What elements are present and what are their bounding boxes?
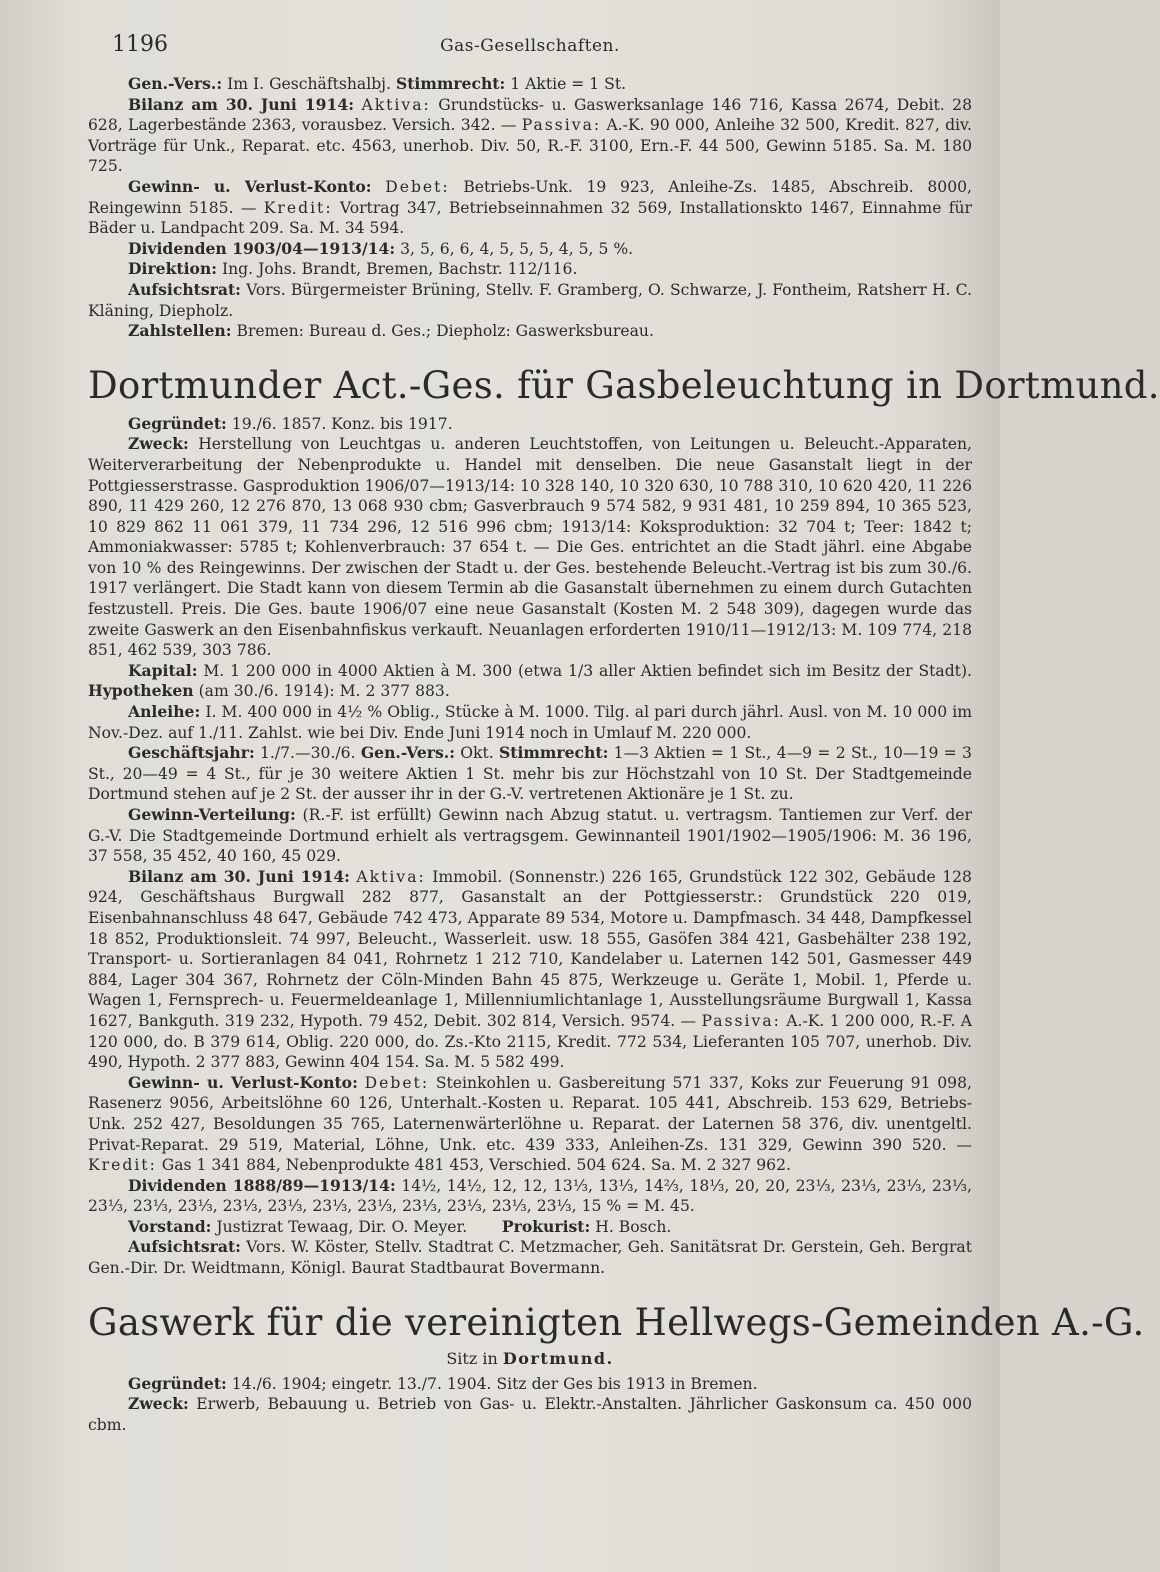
paragraph-zahlstellen bbox=[88, 321, 972, 342]
paragraph-dividenden bbox=[88, 239, 972, 260]
text-geschaeftsjahr: 1./7.—30./6. bbox=[260, 744, 356, 763]
label-prokurist: Prokurist: bbox=[501, 1216, 591, 1236]
text-anleihe: I. M. 400 000 in 4½ % Oblig., Stücke à M. 1000. Tilg. al pari durch jährl. Ausl. von M. 10 000 im Nov.-Dez. auf 1./11. Zahlst. wie bei Div. Ende Juni 1914 noch in Umlauf M. 220 000. bbox=[88, 703, 972, 742]
text-zweck: Herstellung von Leuchtgas u. anderen Leuchtstoffen, von Leitungen u. Beleucht.-Apparaten, Weiterverarbeitung der Nebenprodukte u. Handel mit denselben. Die neue Gasanstalt liegt in der Pottgiesserstrasse. Gasproduktion 1906/07—1913/14: 10 328 140, 10 320 630, 10 788 310, 10 620 420, 11 226 890, 11 429 260, 12 276 870, 13 068 930 cbm; Gasverbrauch 9 574 582, 9 931 481, 10 259 894, 10 365 523, 10 829 862 11 061 379, 11 734 296, 12 516 996 cbm; 1913/14: Koksproduktion: 32 704 t; Teer: 1842 t; Ammoniakwasser: 5785 t; Kohlenverbrauch: 37 654 t. — Die Ges. entrichtet an die Stadt jährl. eine Abgabe von 10 % des Reingewinns. Der zwischen der Stadt u. der Ges. bestehende Beleucht.-Vertrag ist bis zum 30./6. 1917 verlängert. Die Stadt kann von diesem Termin ab die Gasanstalt übernehmen zu einem durch Gutachten festzustell. Preis. Die Ges. baute 1906/07 eine neue Gasanstalt (Kosten M. 2 548 309), dagegen wurde das zweite Gaswerk an den Eisenbahnfiskus verkauft. Neuanlagen erforderten 1910/11—1912/13: M. 109 774, 218 851, 462 539, 303 786. bbox=[88, 435, 972, 660]
text-direktion: Ing. Johs. Brandt, Bremen, Bachstr. 112/116. bbox=[221, 260, 578, 279]
text-zweck-hellweg: Erwerb, Bebauung u. Betrieb von Gas- u. Elektr.-Anstalten. Jährlicher Gaskonsum ca. 450 000 cbm. bbox=[88, 1395, 972, 1434]
label-zahlstellen: Zahlstellen: bbox=[128, 321, 232, 341]
paragraph-geschaeftsjahr bbox=[88, 743, 972, 805]
text-aktiva: Grundstücks- u. Gaswerksanlage 146 716, Kassa 2674, Debit. 28 628, Lagerbestände 2363, vorausbez. Versich. 342. — bbox=[88, 95, 972, 135]
paragraph-anleihe bbox=[88, 702, 972, 743]
text-stimmrecht: 1 Aktie = 1 St. bbox=[510, 75, 627, 93]
entry-previous-company bbox=[88, 74, 972, 342]
paragraph-gewinn-verlust bbox=[88, 177, 972, 239]
running-title: Gas-Gesellschaften. bbox=[440, 36, 620, 56]
text-dividenden-dortmund: 14½, 14½, 12, 12, 13⅓, 13⅓, 14⅔, 18⅓, 20, 20, 23⅓, 23⅓, 23⅓, 23⅓, 23⅓, 23⅓, 23⅓, 23⅓, 23⅓, 23⅓, 23⅓, 23⅓, 23⅓, 23⅓, 23⅓, 15 % = M. 45. bbox=[88, 1176, 972, 1216]
text-kapital: M. 1 200 000 in 4000 Aktien à M. 300 (etwa 1/3 aller Aktien befindet sich im Besitz der Stadt). bbox=[203, 661, 972, 680]
paragraph-gewinn-verteilung bbox=[88, 805, 972, 867]
label-debet-dortmund: Debet: bbox=[364, 1073, 430, 1092]
label-kredit-dortmund: Kredit: bbox=[88, 1156, 157, 1175]
label-stimmrecht: Stimmrecht: bbox=[395, 74, 506, 93]
paragraph-aufsichtsrat-dortmund bbox=[88, 1237, 972, 1278]
company-title-hellweg: Gaswerk für die vereinigten Hellwegs-Gemeinden A.-G. bbox=[88, 1300, 1145, 1344]
paragraph-bilanz-dortmund bbox=[88, 867, 972, 1073]
paragraph-bilanz bbox=[88, 95, 972, 177]
label-zweck-hellweg: Zweck: bbox=[128, 1394, 189, 1414]
paragraph-dividenden-dortmund bbox=[88, 1176, 972, 1217]
text-gegruendet: 19./6. 1857. Konz. bis 1917. bbox=[231, 414, 453, 433]
company-title-dortmund: Dortmunder Act.-Ges. für Gasbeleuchtung in Dortmund. bbox=[88, 363, 1160, 407]
text-hypotheken: (am 30./6. 1914): M. 2 377 883. bbox=[198, 682, 450, 701]
label-hypotheken: Hypotheken bbox=[88, 681, 194, 701]
text-debet: Betriebs-Unk. 19 923, Anleihe-Zs. 1485, Abschreib. 8000, Reingewinn 5185. — bbox=[88, 177, 972, 217]
label-kredit: Kredit: bbox=[263, 198, 333, 217]
label-gen-vers-2: Gen.-Vers.: bbox=[360, 743, 455, 763]
company-seat bbox=[88, 1349, 972, 1368]
entry-dortmund bbox=[88, 414, 972, 1279]
label-gewinn-verlust: Gewinn- u. Verlust-Konto: bbox=[128, 176, 372, 196]
label-aufsichtsrat: Aufsichtsrat: bbox=[128, 279, 241, 299]
text-gen-vers-2: Okt. bbox=[460, 744, 494, 763]
label-passiva: Passiva: bbox=[521, 116, 602, 135]
label-aktiva: Aktiva: bbox=[361, 95, 431, 114]
text-gen-vers: Im I. Geschäftshalbj. bbox=[227, 75, 391, 93]
label-bilanz-dortmund: Bilanz am 30. Juni 1914: bbox=[128, 866, 350, 886]
text-passiva: A.-K. 90 000, Anleihe 32 500, Kredit. 827, div. Vorträge für Unk., Reparat. etc. 4563, unerhob. Div. 50, R.-F. 3100, Ern.-F. 44 500, Gewinn 5185. Sa. M. 180 725. bbox=[88, 116, 972, 176]
label-gen-vers: Gen.-Vers.: bbox=[128, 74, 223, 93]
label-aufsichtsrat-dortmund: Aufsichtsrat: bbox=[128, 1237, 241, 1257]
paragraph-aufsichtsrat bbox=[88, 280, 972, 321]
page-number: 1196 bbox=[112, 32, 168, 57]
label-dividenden: Dividenden 1903/04—1913/14: bbox=[128, 238, 396, 258]
text-zahlstellen: Bremen: Bureau d. Ges.; Diepholz: Gaswerksbureau. bbox=[236, 322, 654, 341]
label-gegruendet: Gegründet: bbox=[128, 413, 227, 433]
paragraph-kapital bbox=[88, 661, 972, 702]
text-dividenden: 3, 5, 6, 6, 4, 5, 5, 5, 4, 5, 5 %. bbox=[400, 239, 634, 258]
seat-prefix: Sitz in bbox=[446, 1348, 498, 1368]
text-prokurist: H. Bosch. bbox=[595, 1217, 672, 1236]
label-debet: Debet: bbox=[385, 177, 450, 196]
label-direktion: Direktion: bbox=[128, 259, 218, 279]
label-zweck: Zweck: bbox=[128, 434, 189, 454]
paragraph-direktion bbox=[88, 259, 972, 280]
label-passiva-dortmund: Passiva: bbox=[701, 1011, 781, 1030]
running-head bbox=[88, 30, 972, 74]
label-bilanz: Bilanz am 30. Juni 1914: bbox=[128, 94, 354, 114]
paragraph-gegruendet bbox=[88, 414, 972, 435]
entry-hellweg bbox=[88, 1374, 972, 1436]
paragraph-gv-konto-dortmund bbox=[88, 1073, 972, 1176]
label-stimmrecht-2: Stimmrecht: bbox=[499, 743, 609, 763]
label-aktiva-dortmund: Aktiva: bbox=[356, 867, 426, 886]
text-aufsichtsrat-dortmund: Vors. W. Köster, Stellv. Stadtrat C. Metzmacher, Geh. Sanitätsrat Dr. Gerstein, Geh. Bergrat Gen.-Dir. Dr. Weidtmann, Königl. Baurat Stadtbaurat Bovermann. bbox=[88, 1238, 972, 1278]
label-gv-konto-dortmund: Gewinn- u. Verlust-Konto: bbox=[128, 1072, 358, 1092]
text-stimmrecht-2: 1—3 Aktien = 1 St., 4—9 = 2 St., 10—19 = 3 St., 20—49 = 4 St., für je 30 weitere Aktien 1 St. mehr bis zur Höchstzahl von 10 St. Der Stadtgemeinde Dortmund stehen auf je 2 St. der ausser ihr in der G.-V. vertretenen Aktionäre je 1 St. zu. bbox=[88, 744, 972, 804]
paragraph-vorstand bbox=[88, 1217, 972, 1238]
text-kredit-dortmund: Gas 1 341 884, Nebenprodukte 481 453, Verschied. 504 624. Sa. M. 2 327 962. bbox=[161, 1156, 791, 1175]
label-dividenden-dortmund: Dividenden 1888/89—1913/14: bbox=[128, 1175, 396, 1195]
paragraph-zweck-hellweg bbox=[88, 1394, 972, 1435]
text-vorstand: Justizrat Tewaag, Dir. O. Meyer. bbox=[216, 1217, 468, 1236]
text-gegruendet-hellweg: 14./6. 1904; eingetr. 13./7. 1904. Sitz der Ges bis 1913 in Bremen. bbox=[231, 1374, 758, 1393]
label-anleihe: Anleihe: bbox=[128, 702, 201, 722]
paragraph-gegruendet-hellweg bbox=[88, 1374, 972, 1395]
label-kapital: Kapital: bbox=[128, 660, 198, 680]
label-gegruendet-hellweg: Gegründet: bbox=[128, 1373, 227, 1393]
text-aktiva-dortmund: Immobil. (Sonnenstr.) 226 165, Grundstück 122 302, Gebäude 128 924, Geschäftshaus Burgwall 282 877, Gasanstalt an der Pottgiesserstr.: Grundstück 220 019, Eisenbahnanschluss 48 647, Gebäude 742 473, Apparate 89 534, Motore u. Dampfmasch. 34 448, Dampfkessel 18 852, Produktionsleit. 74 997, Beleucht., Wasserleit. usw. 18 555, Gasöfen 384 421, Gasbehälter 238 192, Transport- u. Sortieranlagen 84 041, Rohrnetz 1 212 710, Kandelaber u. Laternen 142 501, Gasmesser 449 884, Lager 304 367, Rohrnetz der Cöln-Minden Bahn 45 875, Werkzeuge u. Geräte 1, Mobil. 1, Pferde u. Wagen 1, Fernsprech- u. Feuermeldeanlage 1, Millenniumlichtanlage 1, Ausstellungsräume Burgwall 1, Kassa 1627, Bankguth. 319 232, Hypoth. 79 452, Debit. 302 814, Versich. 9574. — bbox=[88, 867, 972, 1030]
text-passiva-dortmund: A.-K. 1 200 000, R.-F. A 120 000, do. B 379 614, Oblig. 220 000, do. Zs.-Kto 2115, Kredit. 772 534, Lieferanten 105 707, unerhob. Div. 490, Hypoth. 2 377 883, Gewinn 404 154. Sa. M. 5 582 499. bbox=[88, 1011, 972, 1072]
label-geschaeftsjahr: Geschäftsjahr: bbox=[128, 743, 255, 763]
seat-city: Dortmund. bbox=[502, 1348, 614, 1368]
text-gewinn-verteilung: (R.-F. ist erfüllt) Gewinn nach Abzug statut. u. vertragsm. Tantiemen zur Verf. der G.-V. Die Stadtgemeinde Dortmund erhielt als vertragsgem. Gewinnanteil 1901/1902—1905/1906: M. 36 196, 37 558, 35 452, 40 160, 45 029. bbox=[88, 806, 972, 866]
text-aufsichtsrat: Vors. Bürgermeister Brüning, Stellv. F. Gramberg, O. Schwarze, J. Fontheim, Ratsherr H. C. Kläning, Diepholz. bbox=[88, 280, 972, 320]
paragraph-gen-vers bbox=[88, 74, 972, 95]
label-gewinn-verteilung: Gewinn-Verteilung: bbox=[128, 805, 296, 824]
text-kredit: Vortrag 347, Betriebseinnahmen 32 569, Installationskto 1467, Einnahme für Bäder u. Landpacht 209. Sa. M. 34 594. bbox=[88, 198, 972, 238]
label-vorstand: Vorstand: bbox=[128, 1216, 212, 1236]
text-debet-dortmund: Steinkohlen u. Gasbereitung 571 337, Koks zur Feuerung 91 098, Rasenerz 9056, Arbeitslöhne 60 126, Unterhalt.-Kosten u. Reparat. 105 441, Abschreib. 153 629, Betriebs-Unk. 252 427, Besoldungen 35 765, Laternenwärterlöhne u. Reparat. der Laternen 58 376, div. unentgeltl. Privat-Reparat. 29 519, Material, Löhne, Unk. etc. 439 333, Anleihen-Zs. 131 329, Gewinn 390 520. — bbox=[88, 1073, 972, 1154]
paragraph-zweck bbox=[88, 434, 972, 661]
